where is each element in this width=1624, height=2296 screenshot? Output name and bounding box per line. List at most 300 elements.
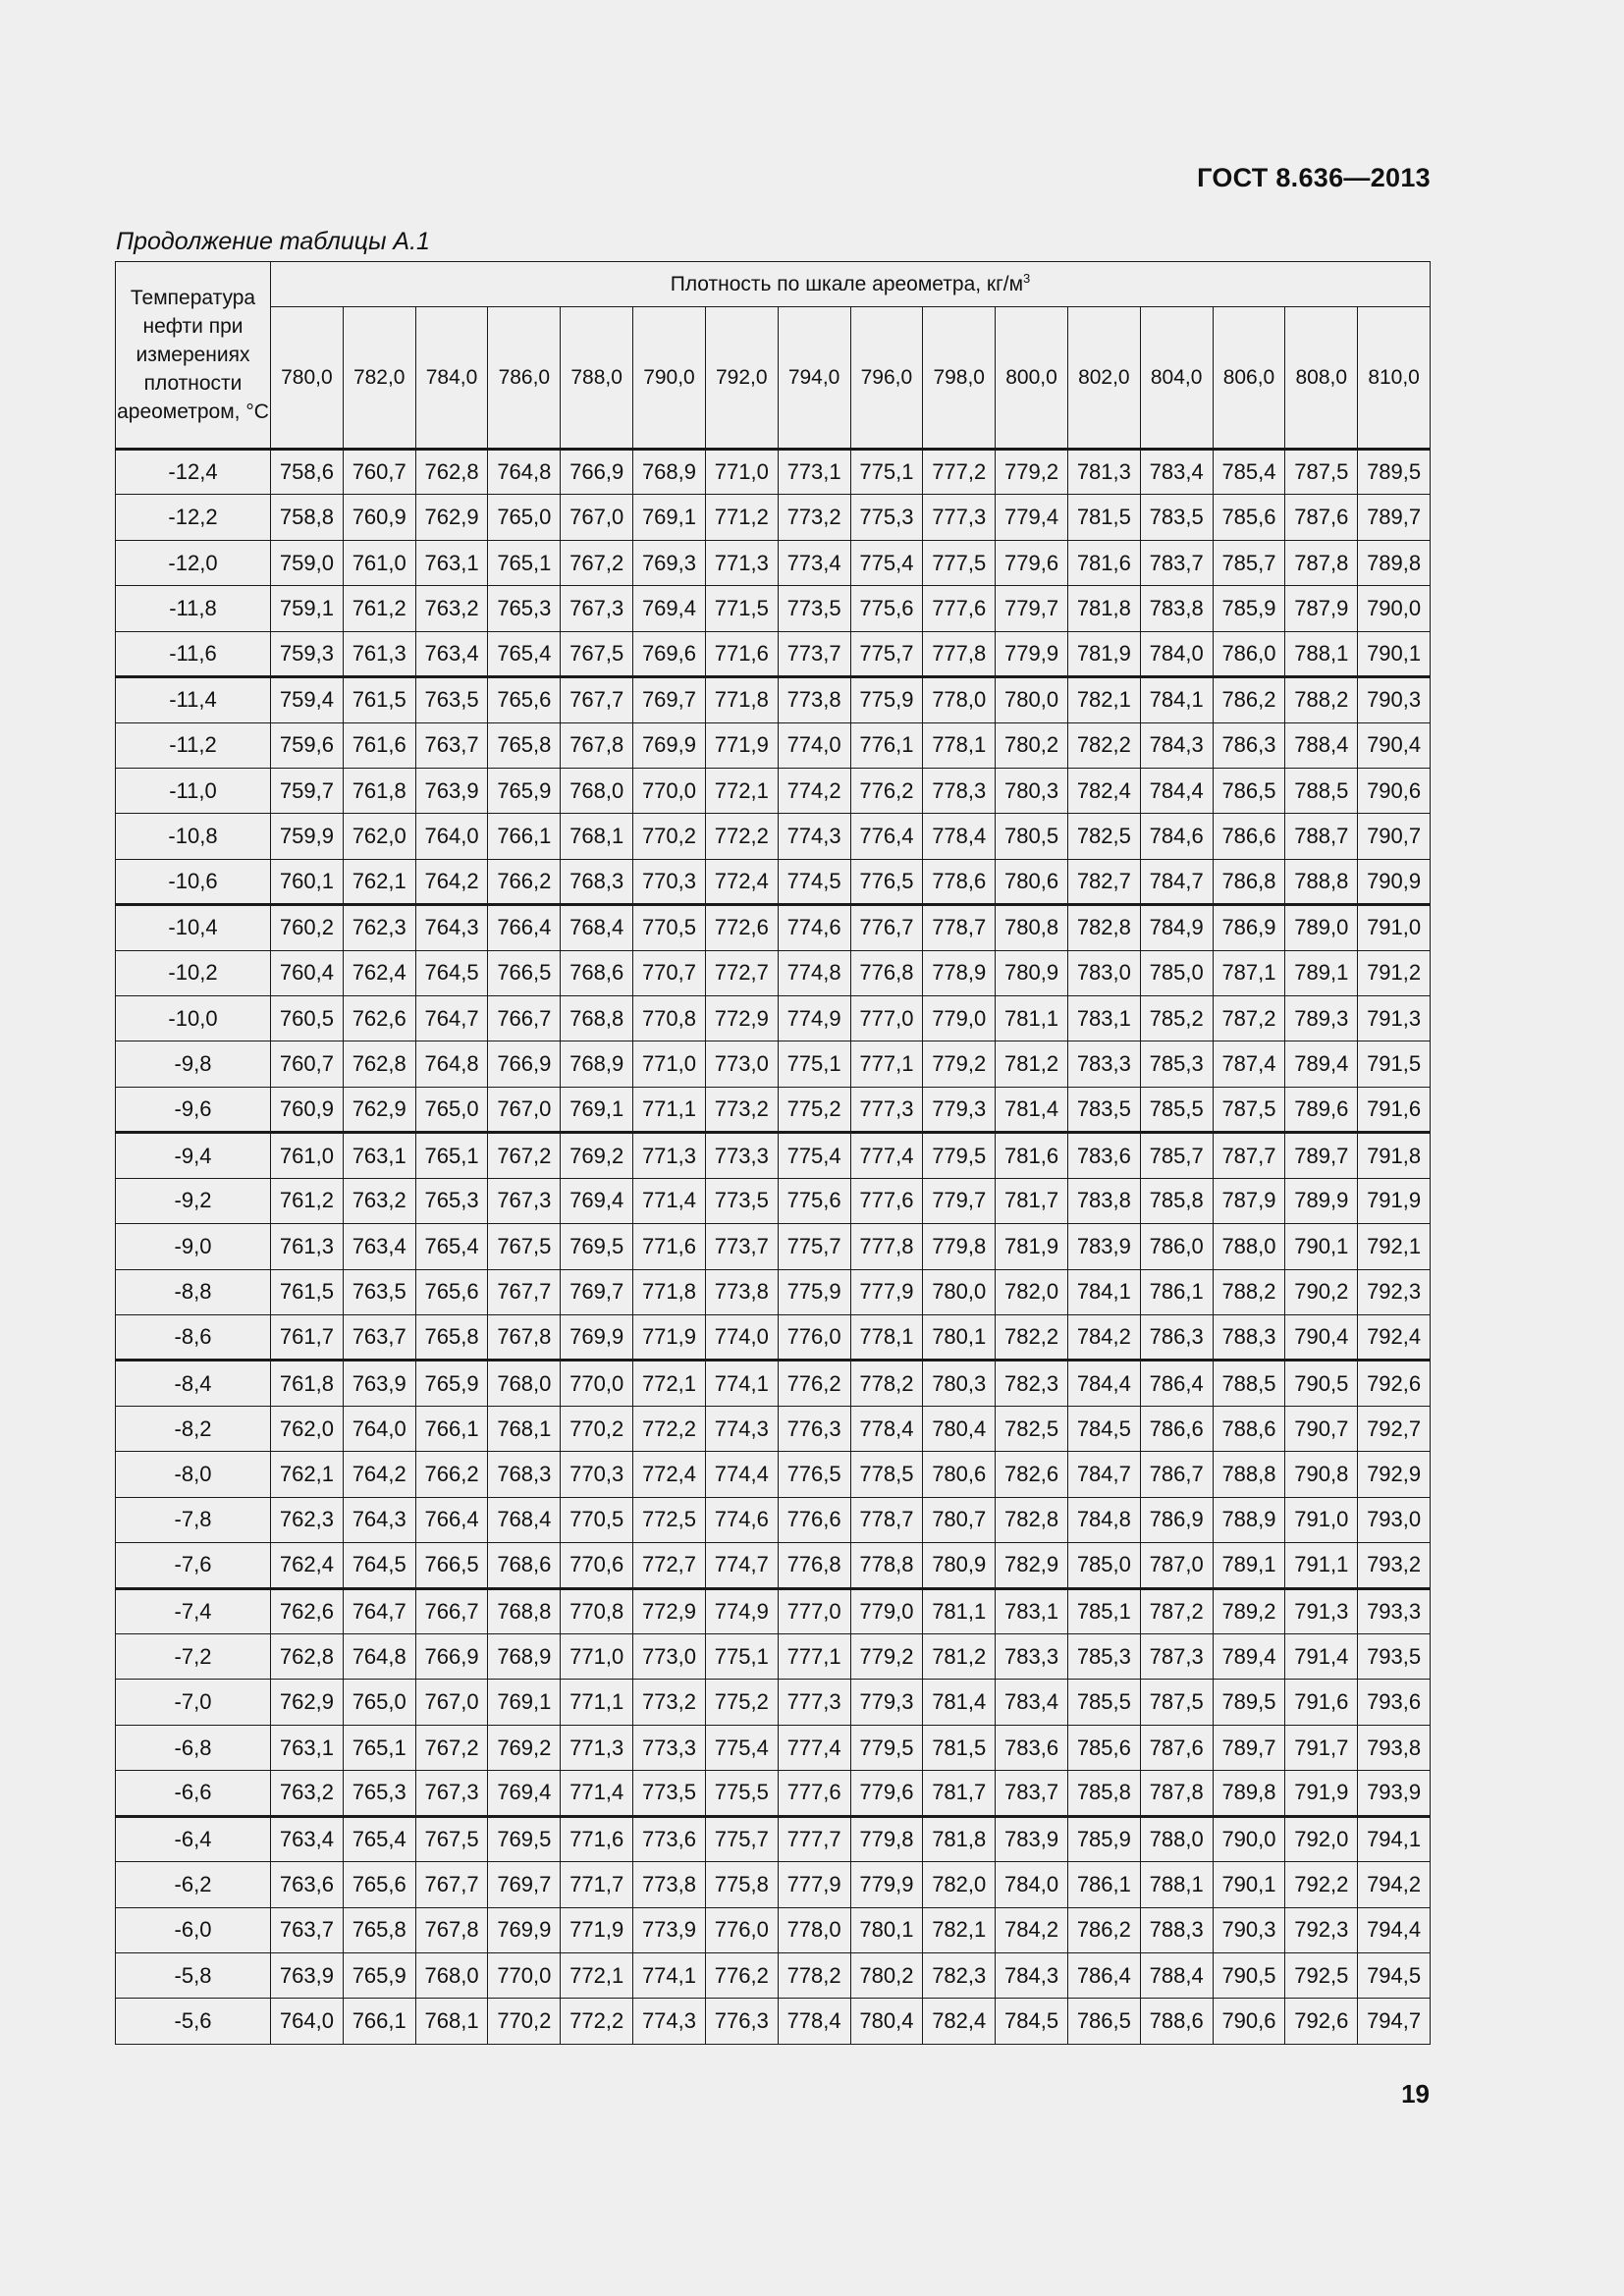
density-value-cell: 767,0 xyxy=(561,495,633,540)
density-value-cell: 771,1 xyxy=(561,1680,633,1725)
density-value-cell: 788,2 xyxy=(1285,677,1358,722)
density-column-header: 794,0 xyxy=(778,307,850,450)
density-value-cell: 783,6 xyxy=(996,1725,1068,1770)
density-value-cell: 783,8 xyxy=(1140,586,1213,631)
density-value-cell: 787,5 xyxy=(1140,1680,1213,1725)
density-value-cell: 764,8 xyxy=(343,1633,415,1679)
density-value-cell: 790,8 xyxy=(1285,1452,1358,1497)
density-value-cell: 787,6 xyxy=(1140,1725,1213,1770)
density-value-cell: 773,3 xyxy=(633,1725,706,1770)
density-value-cell: 763,4 xyxy=(415,631,488,676)
density-value-cell: 781,9 xyxy=(996,1224,1068,1269)
density-value-cell: 764,0 xyxy=(343,1406,415,1451)
table-row xyxy=(116,495,1431,540)
density-value-cell: 773,7 xyxy=(778,631,850,676)
density-value-cell: 771,9 xyxy=(633,1315,706,1361)
density-value-cell: 775,4 xyxy=(778,1133,850,1178)
density-value-cell: 778,4 xyxy=(850,1406,923,1451)
density-value-cell: 787,5 xyxy=(1213,1087,1285,1132)
density-value-cell: 762,8 xyxy=(415,450,488,495)
density-value-cell: 772,1 xyxy=(633,1361,706,1406)
density-value-cell: 760,4 xyxy=(271,950,344,995)
density-column-header: 798,0 xyxy=(923,307,996,450)
density-value-cell: 792,3 xyxy=(1285,1907,1358,1952)
density-value-cell: 767,7 xyxy=(488,1269,561,1314)
table-row xyxy=(116,1452,1431,1497)
density-value-cell: 765,0 xyxy=(343,1680,415,1725)
density-value-cell: 790,6 xyxy=(1358,768,1431,813)
density-value-cell: 768,8 xyxy=(561,996,633,1041)
density-value-cell: 794,2 xyxy=(1358,1862,1431,1907)
density-value-cell: 791,2 xyxy=(1358,950,1431,995)
density-value-cell: 789,9 xyxy=(1285,1178,1358,1223)
density-value-cell: 773,7 xyxy=(705,1224,778,1269)
density-value-cell: 779,9 xyxy=(996,631,1068,676)
density-value-cell: 777,7 xyxy=(778,1816,850,1861)
density-value-cell: 782,3 xyxy=(923,1952,996,1998)
density-value-cell: 792,5 xyxy=(1285,1952,1358,1998)
density-value-cell: 773,2 xyxy=(633,1680,706,1725)
density-value-cell: 765,4 xyxy=(343,1816,415,1861)
table-row xyxy=(116,950,1431,995)
density-value-cell: 772,2 xyxy=(561,1999,633,2045)
density-value-cell: 790,7 xyxy=(1285,1406,1358,1451)
density-value-cell: 790,2 xyxy=(1285,1269,1358,1314)
density-value-cell: 775,2 xyxy=(705,1680,778,1725)
density-value-cell: 765,8 xyxy=(415,1315,488,1361)
density-value-cell: 766,7 xyxy=(415,1588,488,1633)
density-column-header: 790,0 xyxy=(633,307,706,450)
density-value-cell: 776,4 xyxy=(850,814,923,859)
temperature-cell: -8,6 xyxy=(116,1315,271,1361)
table-row xyxy=(116,1133,1431,1178)
density-value-cell: 791,7 xyxy=(1285,1725,1358,1770)
density-value-cell: 774,1 xyxy=(705,1361,778,1406)
temperature-cell: -10,0 xyxy=(116,996,271,1041)
density-value-cell: 769,1 xyxy=(633,495,706,540)
density-value-cell: 762,4 xyxy=(271,1543,344,1588)
density-value-cell: 772,1 xyxy=(561,1952,633,1998)
density-value-cell: 778,7 xyxy=(923,905,996,950)
density-value-cell: 774,8 xyxy=(778,950,850,995)
density-value-cell: 789,6 xyxy=(1285,1087,1358,1132)
density-value-cell: 781,1 xyxy=(923,1588,996,1633)
density-value-cell: 758,6 xyxy=(271,450,344,495)
density-value-cell: 759,9 xyxy=(271,814,344,859)
density-value-cell: 765,4 xyxy=(415,1224,488,1269)
density-value-cell: 780,9 xyxy=(996,950,1068,995)
density-value-cell: 766,9 xyxy=(488,1041,561,1087)
density-value-cell: 771,0 xyxy=(561,1633,633,1679)
density-table xyxy=(115,261,1431,2045)
density-value-cell: 775,2 xyxy=(778,1087,850,1132)
density-value-cell: 767,2 xyxy=(561,540,633,585)
density-value-cell: 792,6 xyxy=(1285,1999,1358,2045)
density-value-cell: 762,3 xyxy=(343,905,415,950)
density-value-cell: 765,1 xyxy=(415,1133,488,1178)
density-value-cell: 778,4 xyxy=(778,1999,850,2045)
density-value-cell: 766,1 xyxy=(488,814,561,859)
temperature-cell: -5,8 xyxy=(116,1952,271,1998)
density-value-cell: 774,6 xyxy=(705,1497,778,1542)
temperature-cell: -7,6 xyxy=(116,1543,271,1588)
density-value-cell: 762,1 xyxy=(271,1452,344,1497)
density-value-cell: 788,2 xyxy=(1213,1269,1285,1314)
density-value-cell: 776,2 xyxy=(705,1952,778,1998)
density-value-cell: 772,7 xyxy=(705,950,778,995)
density-value-cell: 764,0 xyxy=(415,814,488,859)
density-value-cell: 759,3 xyxy=(271,631,344,676)
density-value-cell: 779,9 xyxy=(850,1862,923,1907)
density-value-cell: 782,9 xyxy=(996,1543,1068,1588)
density-value-cell: 780,6 xyxy=(923,1452,996,1497)
density-value-cell: 770,2 xyxy=(561,1406,633,1451)
density-value-cell: 783,3 xyxy=(996,1633,1068,1679)
density-value-cell: 759,7 xyxy=(271,768,344,813)
density-value-cell: 789,7 xyxy=(1285,1133,1358,1178)
density-value-cell: 764,8 xyxy=(415,1041,488,1087)
density-value-cell: 786,3 xyxy=(1140,1315,1213,1361)
density-value-cell: 793,8 xyxy=(1358,1725,1431,1770)
density-value-cell: 771,8 xyxy=(705,677,778,722)
density-value-cell: 784,4 xyxy=(1140,768,1213,813)
density-value-cell: 789,1 xyxy=(1285,950,1358,995)
density-value-cell: 769,9 xyxy=(561,1315,633,1361)
density-value-cell: 784,1 xyxy=(1067,1269,1140,1314)
density-value-cell: 783,7 xyxy=(996,1771,1068,1816)
density-value-cell: 771,6 xyxy=(561,1816,633,1861)
density-value-cell: 776,7 xyxy=(850,905,923,950)
density-value-cell: 790,1 xyxy=(1358,631,1431,676)
density-value-cell: 787,7 xyxy=(1213,1133,1285,1178)
density-value-cell: 763,2 xyxy=(343,1178,415,1223)
density-value-cell: 770,0 xyxy=(633,768,706,813)
density-value-cell: 785,7 xyxy=(1213,540,1285,585)
density-value-cell: 766,9 xyxy=(561,450,633,495)
density-value-cell: 789,8 xyxy=(1358,540,1431,585)
density-value-cell: 785,1 xyxy=(1067,1588,1140,1633)
density-value-cell: 768,9 xyxy=(488,1633,561,1679)
density-value-cell: 776,6 xyxy=(778,1497,850,1542)
density-value-cell: 785,5 xyxy=(1067,1680,1140,1725)
density-value-cell: 768,1 xyxy=(488,1406,561,1451)
density-value-cell: 775,7 xyxy=(705,1816,778,1861)
density-value-cell: 788,0 xyxy=(1213,1224,1285,1269)
density-value-cell: 789,0 xyxy=(1285,905,1358,950)
density-value-cell: 767,5 xyxy=(561,631,633,676)
density-value-cell: 787,2 xyxy=(1213,996,1285,1041)
density-value-cell: 765,9 xyxy=(343,1952,415,1998)
temperature-cell: -9,4 xyxy=(116,1133,271,1178)
density-value-cell: 769,3 xyxy=(633,540,706,585)
density-value-cell: 786,0 xyxy=(1213,631,1285,676)
density-value-cell: 771,0 xyxy=(705,450,778,495)
density-value-cell: 791,9 xyxy=(1285,1771,1358,1816)
density-value-cell: 782,0 xyxy=(996,1269,1068,1314)
density-value-cell: 778,0 xyxy=(923,677,996,722)
density-value-cell: 789,3 xyxy=(1285,996,1358,1041)
density-value-cell: 770,3 xyxy=(633,859,706,904)
density-value-cell: 768,3 xyxy=(488,1452,561,1497)
density-value-cell: 776,3 xyxy=(778,1406,850,1451)
table-row xyxy=(116,677,1431,722)
density-value-cell: 782,1 xyxy=(1067,677,1140,722)
density-value-cell: 772,4 xyxy=(633,1452,706,1497)
density-value-cell: 787,3 xyxy=(1140,1633,1213,1679)
density-group-header xyxy=(271,262,1431,307)
density-value-cell: 773,8 xyxy=(778,677,850,722)
table-row xyxy=(116,1862,1431,1907)
density-value-cell: 768,9 xyxy=(561,1041,633,1087)
density-value-cell: 781,8 xyxy=(1067,586,1140,631)
density-value-cell: 765,3 xyxy=(343,1771,415,1816)
density-value-cell: 778,1 xyxy=(923,722,996,768)
density-value-cell: 783,1 xyxy=(996,1588,1068,1633)
density-value-cell: 786,8 xyxy=(1213,859,1285,904)
density-value-cell: 766,1 xyxy=(415,1406,488,1451)
temperature-cell: -9,2 xyxy=(116,1178,271,1223)
density-value-cell: 784,3 xyxy=(1140,722,1213,768)
temperature-cell: -11,2 xyxy=(116,722,271,768)
density-value-cell: 784,7 xyxy=(1140,859,1213,904)
density-value-cell: 778,7 xyxy=(850,1497,923,1542)
density-value-cell: 789,4 xyxy=(1213,1633,1285,1679)
density-value-cell: 761,0 xyxy=(271,1133,344,1178)
density-value-cell: 783,6 xyxy=(1067,1133,1140,1178)
density-value-cell: 770,0 xyxy=(488,1952,561,1998)
temperature-cell: -9,6 xyxy=(116,1087,271,1132)
table-row xyxy=(116,768,1431,813)
density-value-cell: 785,6 xyxy=(1067,1725,1140,1770)
density-value-cell: 788,0 xyxy=(1140,1816,1213,1861)
density-value-cell: 763,5 xyxy=(415,677,488,722)
density-column-header: 792,0 xyxy=(705,307,778,450)
density-value-cell: 779,4 xyxy=(996,495,1068,540)
density-value-cell: 769,5 xyxy=(561,1224,633,1269)
density-value-cell: 786,9 xyxy=(1213,905,1285,950)
density-value-cell: 769,2 xyxy=(488,1725,561,1770)
density-value-cell: 764,2 xyxy=(415,859,488,904)
density-value-cell: 775,6 xyxy=(778,1178,850,1223)
density-value-cell: 784,4 xyxy=(1067,1361,1140,1406)
table-row xyxy=(116,905,1431,950)
density-value-cell: 790,4 xyxy=(1358,722,1431,768)
table-row xyxy=(116,859,1431,904)
density-value-cell: 778,4 xyxy=(923,814,996,859)
density-value-cell: 789,8 xyxy=(1213,1771,1285,1816)
density-value-cell: 771,8 xyxy=(633,1269,706,1314)
density-value-cell: 777,6 xyxy=(923,586,996,631)
density-value-cell: 784,0 xyxy=(996,1862,1068,1907)
density-value-cell: 768,0 xyxy=(561,768,633,813)
density-value-cell: 775,7 xyxy=(778,1224,850,1269)
table-row xyxy=(116,1588,1431,1633)
density-value-cell: 770,8 xyxy=(561,1588,633,1633)
density-value-cell: 760,7 xyxy=(343,450,415,495)
density-value-cell: 758,8 xyxy=(271,495,344,540)
density-value-cell: 778,8 xyxy=(850,1543,923,1588)
density-value-cell: 770,5 xyxy=(633,905,706,950)
density-value-cell: 764,8 xyxy=(488,450,561,495)
table-row xyxy=(116,1315,1431,1361)
density-value-cell: 782,5 xyxy=(996,1406,1068,1451)
density-column-header: 802,0 xyxy=(1067,307,1140,450)
density-value-cell: 778,2 xyxy=(850,1361,923,1406)
density-value-cell: 784,5 xyxy=(996,1999,1068,2045)
density-value-cell: 771,1 xyxy=(633,1087,706,1132)
density-value-cell: 780,5 xyxy=(996,814,1068,859)
density-value-cell: 777,6 xyxy=(778,1771,850,1816)
density-value-cell: 780,2 xyxy=(850,1952,923,1998)
density-value-cell: 761,8 xyxy=(343,768,415,813)
table-row xyxy=(116,1725,1431,1770)
table-row xyxy=(116,1041,1431,1087)
density-value-cell: 762,1 xyxy=(343,859,415,904)
density-value-cell: 781,4 xyxy=(996,1087,1068,1132)
density-value-cell: 781,1 xyxy=(996,996,1068,1041)
density-value-cell: 765,3 xyxy=(415,1178,488,1223)
density-value-cell: 761,2 xyxy=(271,1178,344,1223)
temperature-cell: -6,4 xyxy=(116,1816,271,1861)
density-value-cell: 791,8 xyxy=(1358,1133,1431,1178)
density-value-cell: 771,9 xyxy=(561,1907,633,1952)
density-value-cell: 792,1 xyxy=(1358,1224,1431,1269)
density-value-cell: 785,7 xyxy=(1140,1133,1213,1178)
density-value-cell: 790,1 xyxy=(1285,1224,1358,1269)
density-value-cell: 763,1 xyxy=(415,540,488,585)
density-value-cell: 787,9 xyxy=(1285,586,1358,631)
density-value-cell: 790,5 xyxy=(1285,1361,1358,1406)
table-row xyxy=(116,1178,1431,1223)
density-value-cell: 762,6 xyxy=(271,1588,344,1633)
density-value-cell: 785,0 xyxy=(1140,950,1213,995)
density-value-cell: 785,3 xyxy=(1140,1041,1213,1087)
density-value-cell: 779,3 xyxy=(923,1087,996,1132)
density-value-cell: 767,8 xyxy=(561,722,633,768)
temperature-cell: -8,8 xyxy=(116,1269,271,1314)
temperature-cell: -11,0 xyxy=(116,768,271,813)
density-value-cell: 784,2 xyxy=(996,1907,1068,1952)
density-value-cell: 769,5 xyxy=(488,1816,561,1861)
density-value-cell: 783,0 xyxy=(1067,950,1140,995)
density-value-cell: 764,5 xyxy=(343,1543,415,1588)
density-value-cell: 782,4 xyxy=(923,1999,996,2045)
density-value-cell: 785,8 xyxy=(1067,1771,1140,1816)
density-value-cell: 774,3 xyxy=(633,1999,706,2045)
density-value-cell: 761,7 xyxy=(271,1315,344,1361)
density-column-header: 804,0 xyxy=(1140,307,1213,450)
density-value-cell: 784,0 xyxy=(1140,631,1213,676)
density-value-cell: 780,3 xyxy=(996,768,1068,813)
density-value-cell: 762,6 xyxy=(343,996,415,1041)
density-value-cell: 772,9 xyxy=(705,996,778,1041)
density-value-cell: 790,5 xyxy=(1213,1952,1285,1998)
density-value-cell: 776,1 xyxy=(850,722,923,768)
density-value-cell: 772,6 xyxy=(705,905,778,950)
density-value-cell: 775,7 xyxy=(850,631,923,676)
density-value-cell: 767,0 xyxy=(415,1680,488,1725)
density-value-cell: 779,6 xyxy=(996,540,1068,585)
density-value-cell: 783,9 xyxy=(1067,1224,1140,1269)
density-value-cell: 780,2 xyxy=(996,722,1068,768)
density-value-cell: 771,2 xyxy=(705,495,778,540)
density-value-cell: 771,4 xyxy=(561,1771,633,1816)
temperature-cell: -6,0 xyxy=(116,1907,271,1952)
density-value-cell: 772,9 xyxy=(633,1588,706,1633)
density-value-cell: 785,9 xyxy=(1213,586,1285,631)
density-value-cell: 768,6 xyxy=(488,1543,561,1588)
density-value-cell: 790,1 xyxy=(1213,1862,1285,1907)
density-value-cell: 786,6 xyxy=(1213,814,1285,859)
density-value-cell: 770,7 xyxy=(633,950,706,995)
density-value-cell: 768,4 xyxy=(488,1497,561,1542)
density-value-cell: 763,9 xyxy=(271,1952,344,1998)
density-value-cell: 769,6 xyxy=(633,631,706,676)
density-value-cell: 769,2 xyxy=(561,1133,633,1178)
density-value-cell: 768,8 xyxy=(488,1588,561,1633)
density-value-cell: 779,5 xyxy=(923,1133,996,1178)
density-value-cell: 786,5 xyxy=(1213,768,1285,813)
temperature-cell: -12,4 xyxy=(116,450,271,495)
temperature-cell: -7,0 xyxy=(116,1680,271,1725)
table-row xyxy=(116,1816,1431,1861)
density-value-cell: 786,7 xyxy=(1140,1452,1213,1497)
density-value-cell: 763,2 xyxy=(415,586,488,631)
density-value-cell: 777,3 xyxy=(778,1680,850,1725)
density-value-cell: 769,4 xyxy=(633,586,706,631)
density-value-cell: 778,6 xyxy=(923,859,996,904)
temperature-cell: -9,8 xyxy=(116,1041,271,1087)
density-value-cell: 788,7 xyxy=(1285,814,1358,859)
density-value-cell: 767,3 xyxy=(488,1178,561,1223)
density-value-cell: 791,5 xyxy=(1358,1041,1431,1087)
temperature-cell: -8,0 xyxy=(116,1452,271,1497)
density-value-cell: 760,9 xyxy=(343,495,415,540)
temperature-cell: -8,2 xyxy=(116,1406,271,1451)
density-value-cell: 771,9 xyxy=(705,722,778,768)
density-value-cell: 787,8 xyxy=(1140,1771,1213,1816)
density-value-cell: 782,8 xyxy=(1067,905,1140,950)
density-value-cell: 790,0 xyxy=(1358,586,1431,631)
density-value-cell: 765,6 xyxy=(415,1269,488,1314)
density-value-cell: 760,9 xyxy=(271,1087,344,1132)
temperature-cell: -10,6 xyxy=(116,859,271,904)
density-value-cell: 784,5 xyxy=(1067,1406,1140,1451)
density-value-cell: 766,2 xyxy=(488,859,561,904)
density-value-cell: 794,7 xyxy=(1358,1999,1431,2045)
density-value-cell: 765,8 xyxy=(343,1907,415,1952)
temperature-cell: -10,2 xyxy=(116,950,271,995)
density-value-cell: 772,5 xyxy=(633,1497,706,1542)
density-value-cell: 770,6 xyxy=(561,1543,633,1588)
temperature-cell: -11,6 xyxy=(116,631,271,676)
density-value-cell: 763,7 xyxy=(271,1907,344,1952)
density-value-cell: 794,5 xyxy=(1358,1952,1431,1998)
density-value-cell: 782,2 xyxy=(1067,722,1140,768)
density-value-cell: 773,8 xyxy=(633,1862,706,1907)
density-value-cell: 774,3 xyxy=(778,814,850,859)
temperature-cell: -6,6 xyxy=(116,1771,271,1816)
temperature-cell: -7,8 xyxy=(116,1497,271,1542)
density-value-cell: 778,3 xyxy=(923,768,996,813)
density-value-cell: 782,4 xyxy=(1067,768,1140,813)
density-value-cell: 777,4 xyxy=(778,1725,850,1770)
density-value-cell: 772,1 xyxy=(705,768,778,813)
density-value-cell: 781,2 xyxy=(923,1633,996,1679)
density-value-cell: 791,0 xyxy=(1358,905,1431,950)
density-value-cell: 783,1 xyxy=(1067,996,1140,1041)
density-value-cell: 791,1 xyxy=(1285,1543,1358,1588)
